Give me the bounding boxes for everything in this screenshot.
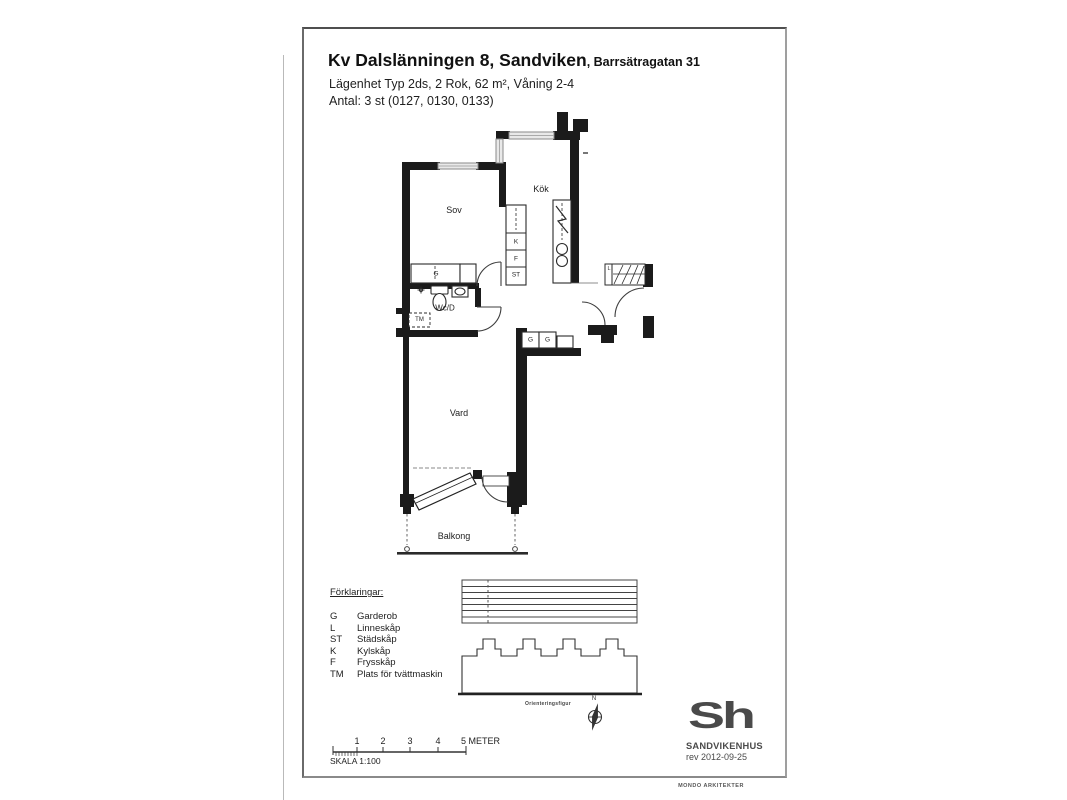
legend-abbr: ST xyxy=(330,634,343,646)
scale-tick-4: 4 xyxy=(435,736,441,746)
compass-icon xyxy=(589,703,602,732)
basin xyxy=(452,286,468,297)
north-label: N xyxy=(591,696,597,702)
legend-label: Linneskåp xyxy=(357,622,401,634)
legend-item xyxy=(330,669,443,681)
sink-bowl xyxy=(557,244,568,255)
legend-abbr: L xyxy=(330,622,336,634)
entry-door xyxy=(615,288,644,317)
scale-tick-1: 1 xyxy=(354,736,360,746)
legend-abbr: F xyxy=(330,657,336,669)
company-name: SANDVIKENHUS xyxy=(686,741,763,751)
scale-label: SKALA 1:100 xyxy=(330,756,381,766)
scale-tick-2: 2 xyxy=(380,736,386,746)
sink-bowl xyxy=(557,256,568,267)
building-elevation xyxy=(462,580,637,623)
balcony-glazing xyxy=(413,468,476,510)
room-label-bathroom: Wc/D xyxy=(435,303,455,313)
architect-credit: MONDO ARKITEKTER xyxy=(678,783,744,789)
room-label-balcony: Balkong xyxy=(437,531,471,541)
doors xyxy=(477,262,644,502)
marker-freezer: F xyxy=(514,255,518,262)
marker-hall-g1: G xyxy=(527,336,534,344)
legend-label: Kylskåp xyxy=(357,645,391,657)
legend-heading: Förklaringar: xyxy=(330,587,384,598)
balcony-door xyxy=(482,476,509,502)
legend-label: Städskåp xyxy=(357,634,397,646)
legend-abbr: K xyxy=(330,645,337,657)
revision-date: rev 2012-09-25 xyxy=(686,752,748,762)
legend-label: Frysskåp xyxy=(357,657,396,669)
kitchen-counter xyxy=(553,200,571,283)
title-suffix: , Barrsätragatan 31 xyxy=(586,55,700,69)
scale-bar xyxy=(333,746,466,756)
marker-wardrobe-bedroom: G xyxy=(433,270,439,277)
legend-item xyxy=(330,611,443,623)
legend-item xyxy=(330,646,443,658)
page-title xyxy=(328,50,700,71)
room-label-bedroom: Sov xyxy=(446,205,462,215)
room-label-living: Vard xyxy=(449,408,469,418)
orientation-caption: Orienteringsfigur xyxy=(525,701,571,707)
stairwell xyxy=(605,264,645,285)
hall-passage-door xyxy=(582,302,605,325)
marker-washer: TM xyxy=(415,317,424,323)
marker-hall-g2: G xyxy=(544,336,551,344)
legend-item xyxy=(330,634,443,646)
bedroom-door xyxy=(477,262,501,286)
apartment-type-line: Lägenhet Typ 2ds, 2 Rok, 62 m², Våning 2-4 xyxy=(329,77,575,91)
legend-list xyxy=(330,611,443,681)
scale-tick-5-meter: 5 METER xyxy=(461,736,501,746)
marker-fridge: K xyxy=(513,238,519,245)
legend-item xyxy=(330,623,443,635)
legend-item xyxy=(330,657,443,669)
sandvikenhus-logo: Sh xyxy=(688,695,753,736)
apartment-count-line: Antal: 3 st (0127, 0130, 0133) xyxy=(329,94,494,108)
legend-abbr: TM xyxy=(330,668,344,680)
building-footprint xyxy=(458,639,642,694)
title-main: Kv Dalslänningen 8, Sandviken xyxy=(328,50,587,70)
scale-tick-3: 3 xyxy=(407,736,413,746)
legend-label: Plats för tvättmaskin xyxy=(357,668,443,680)
room-label-kitchen: Kök xyxy=(533,184,549,194)
bathroom-door xyxy=(477,307,501,331)
legend-label: Garderob xyxy=(357,611,398,622)
legend-abbr: G xyxy=(330,611,338,622)
marker-linen: L xyxy=(607,266,611,272)
marker-cleaning: ST xyxy=(511,271,521,279)
